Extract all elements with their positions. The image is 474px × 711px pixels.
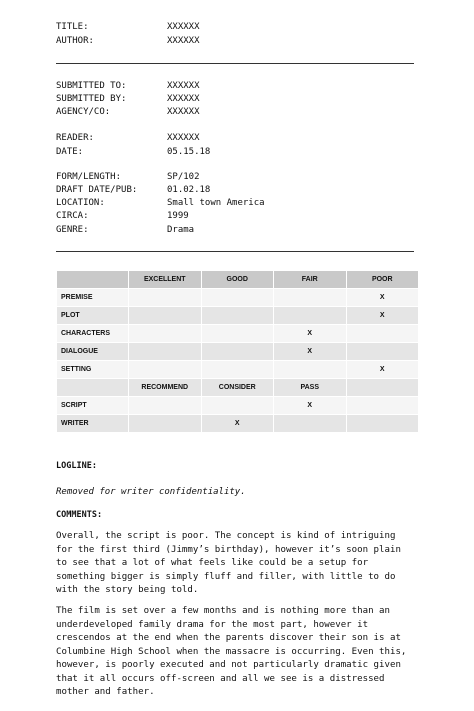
column-header: GOOD (201, 271, 274, 289)
column-header: FAIR (274, 271, 347, 289)
form-length-value: SP/102 (167, 172, 200, 182)
paragraph-line: with the story being told. (56, 585, 199, 595)
author-row (56, 35, 416, 48)
location-label: LOCATION: (56, 198, 105, 208)
divider-bottom (56, 251, 414, 252)
rating-cell: X (274, 343, 347, 361)
location-row (56, 197, 416, 210)
reader-row (56, 132, 416, 145)
rating-cell (346, 397, 419, 415)
rating-row-writer (57, 415, 419, 433)
rating-cell: X (346, 289, 419, 307)
rating-cell (201, 289, 274, 307)
rating-cell: X (201, 415, 274, 433)
submitted-by-label: SUBMITTED BY: (56, 94, 127, 104)
agency-row (56, 106, 416, 119)
rating-cell (201, 325, 274, 343)
ratings-table (56, 270, 419, 433)
column-header: CONSIDER (201, 379, 274, 397)
rating-row-plot (57, 307, 419, 325)
rating-cell: X (274, 325, 347, 343)
comments-heading: COMMENTS: (56, 510, 103, 520)
rating-cell (346, 343, 419, 361)
paragraph-line: for the first third (Jimmy’s birthday), however it’s soon plain (56, 544, 401, 555)
rating-row-setting (57, 361, 419, 379)
genre-label: GENRE: (56, 225, 89, 235)
rating-row-premise (57, 289, 419, 307)
column-header: POOR (346, 271, 419, 289)
rating-cell (274, 289, 347, 307)
date-row (56, 146, 416, 159)
logline-heading: LOGLINE: (56, 461, 97, 471)
reader-value: XXXXXX (167, 133, 200, 143)
rating-cell (346, 415, 419, 433)
column-header: EXCELLENT (129, 271, 202, 289)
circa-row (56, 210, 416, 223)
row-label: CHARACTERS (57, 325, 129, 343)
header-corner (57, 379, 129, 397)
draft-date-row (56, 184, 416, 197)
agency-value: XXXXXX (167, 107, 200, 117)
rating-cell (129, 343, 202, 361)
rating-cell (274, 415, 347, 433)
row-label: SCRIPT (57, 397, 129, 415)
row-label: PREMISE (57, 289, 129, 307)
genre-row (56, 224, 416, 237)
rating-cell: X (346, 307, 419, 325)
rating-cell: X (274, 397, 347, 415)
draft-date-value: 01.02.18 (167, 185, 211, 195)
rating-cell (201, 343, 274, 361)
rating-cell: X (346, 361, 419, 379)
submitted-to-label: SUBMITTED TO: (56, 81, 127, 91)
form-length-row (56, 171, 416, 184)
form-length-label: FORM/LENGTH: (56, 172, 122, 182)
paragraph-line: Overall, the script is poor. The concept is kind of intriguing (56, 531, 396, 541)
genre-value: Drama (167, 225, 195, 235)
submitted-by-row (56, 93, 416, 106)
rating-cell (201, 361, 274, 379)
row-label: SETTING (57, 361, 129, 379)
submitted-to-value: XXXXXX (167, 81, 200, 91)
rating-cell (201, 307, 274, 325)
rating-cell (201, 397, 274, 415)
row-label: PLOT (57, 307, 129, 325)
rating-cell (129, 307, 202, 325)
rating-row-characters (57, 325, 419, 343)
recommendation-header-row (57, 379, 419, 397)
agency-label: AGENCY/CO: (56, 107, 111, 117)
paragraph-line: underdeveloped family drama for the most part, however it (56, 619, 369, 630)
circa-value: 1999 (167, 211, 189, 221)
circa-label: CIRCA: (56, 211, 89, 221)
row-label: DIALOGUE (57, 343, 129, 361)
column-header: RECOMMEND (129, 379, 202, 397)
rating-cell (129, 289, 202, 307)
submitted-to-row (56, 80, 416, 93)
location-value: Small town America (167, 198, 265, 208)
date-value: 05.15.18 (167, 147, 211, 157)
ratings-header-row (57, 271, 419, 289)
date-label: DATE: (56, 147, 84, 157)
rating-row-dialogue (57, 343, 419, 361)
paragraph-line: The film is set over a few months and is nothing more than an (56, 606, 390, 616)
divider-top (56, 63, 414, 64)
paragraph-line: to see that a lot of what feels like could be a setup for (56, 558, 369, 568)
paragraph-line: crescendos at the end when the parents discover their son is at (56, 633, 401, 643)
column-header: PASS (274, 379, 347, 397)
paragraph-line: that it all occurs off-screen and all we see is a distressed (56, 673, 385, 684)
logline-text: Removed for writer confidentiality. (56, 487, 246, 497)
paragraph-line: Columbine High School when the massacre is occurring. Even this, (56, 646, 407, 657)
submitted-by-value: XXXXXX (167, 94, 200, 104)
column-header (346, 379, 419, 397)
rating-cell (129, 361, 202, 379)
comments-paragraph-2 (56, 605, 418, 700)
paragraph-line: however, is poorly executed and not particularly dramatic given (56, 660, 401, 670)
title-label: TITLE: (56, 22, 89, 32)
reader-label: READER: (56, 133, 94, 143)
rating-cell (129, 415, 202, 433)
author-label: AUTHOR: (56, 36, 94, 46)
paragraph-line: something bigger is simply fluff and filler, with little to do (56, 571, 396, 582)
comments-paragraph-1 (56, 530, 418, 598)
rating-cell (274, 361, 347, 379)
rating-cell (129, 397, 202, 415)
rating-row-script (57, 397, 419, 415)
author-value: XXXXXX (167, 36, 200, 46)
header-corner (57, 271, 129, 289)
title-value: XXXXXX (167, 22, 200, 32)
draft-date-label: DRAFT DATE/PUB: (56, 185, 138, 195)
paragraph-line: mother and father. (56, 687, 155, 697)
rating-cell (129, 325, 202, 343)
rating-cell (346, 325, 419, 343)
rating-cell (274, 307, 347, 325)
title-row (56, 21, 416, 34)
row-label: WRITER (57, 415, 129, 433)
